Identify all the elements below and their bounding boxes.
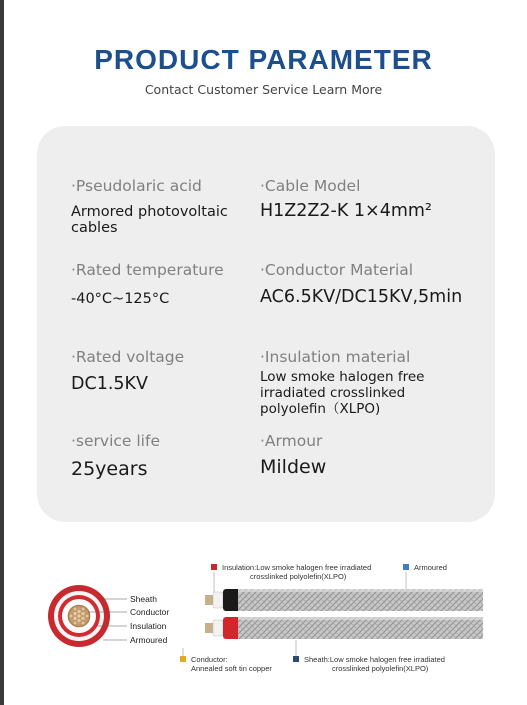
param-insulation-label: ·Insulation material	[260, 348, 411, 366]
param-conductor-label: ·Conductor Material	[260, 261, 414, 279]
contact-link[interactable]: Contact Customer Service Learn More	[144, 82, 383, 97]
conductor-legend-swatch	[180, 656, 186, 662]
cable-upper	[205, 589, 483, 611]
param-voltage-value: DC1.5KV	[71, 374, 148, 394]
cable-lower	[205, 617, 483, 639]
callout-armoured: Armoured	[130, 635, 168, 645]
callout-sheath: Sheath	[130, 594, 157, 604]
page-title: PRODUCT PARAMETER	[94, 44, 433, 75]
param-conductor	[260, 261, 462, 307]
sheath-legend-line2: crosslinked polyolefin(XLPO)	[332, 664, 429, 673]
param-temperature	[71, 261, 224, 307]
armoured-legend: Armoured	[414, 563, 447, 572]
param-model-value: H1Z2Z2-K 1×4mm²	[260, 201, 432, 221]
armoured-legend-swatch	[403, 564, 409, 570]
param-armour-label: ·Armour	[260, 432, 323, 450]
parameter-card	[37, 126, 495, 522]
param-name-label: ·Pseudolaric acid	[71, 177, 202, 195]
param-voltage-label: ·Rated voltage	[71, 348, 185, 366]
insulation-legend-swatch	[211, 564, 217, 570]
param-insulation-value: Low smoke halogen free irradiated crosslinked polyolefin（XLPO)	[260, 369, 425, 417]
param-name	[71, 177, 251, 236]
cable-cross-section	[48, 585, 110, 647]
conductor-legend-line2: Annealed soft tin copper	[191, 664, 272, 673]
param-insulation	[260, 348, 435, 417]
callout-conductor: Conductor	[130, 607, 170, 617]
sheath-legend-line1: Sheath:Low smoke halogen free irradiated	[304, 655, 445, 664]
param-life-label: ·service life	[71, 432, 160, 450]
insulation-legend-line1: Insulation:Low smoke halogen free irradiated	[222, 563, 372, 572]
param-life-value: 25years	[71, 458, 148, 480]
param-model-label: ·Cable Model	[260, 177, 361, 195]
sheath-legend-swatch	[293, 656, 299, 662]
param-life	[71, 432, 160, 480]
param-conductor-value: AC6.5KV/DC15KV,5min	[260, 287, 463, 307]
callout-insulation: Insulation	[130, 621, 167, 631]
cable-structure-figure	[0, 548, 527, 698]
param-armour-value: Mildew	[260, 456, 327, 478]
param-name-value: Armored photovoltaic cables	[71, 204, 228, 236]
param-temperature-label: ·Rated temperature	[71, 261, 224, 279]
param-model	[260, 177, 432, 221]
insulation-legend-line2: crosslinked polyolefin(XLPO)	[250, 572, 347, 581]
param-temperature-value: -40°C~125°C	[71, 291, 170, 307]
param-armour	[260, 432, 326, 478]
conductor-legend-line1: Conductor:	[191, 655, 228, 664]
param-voltage	[71, 348, 184, 394]
